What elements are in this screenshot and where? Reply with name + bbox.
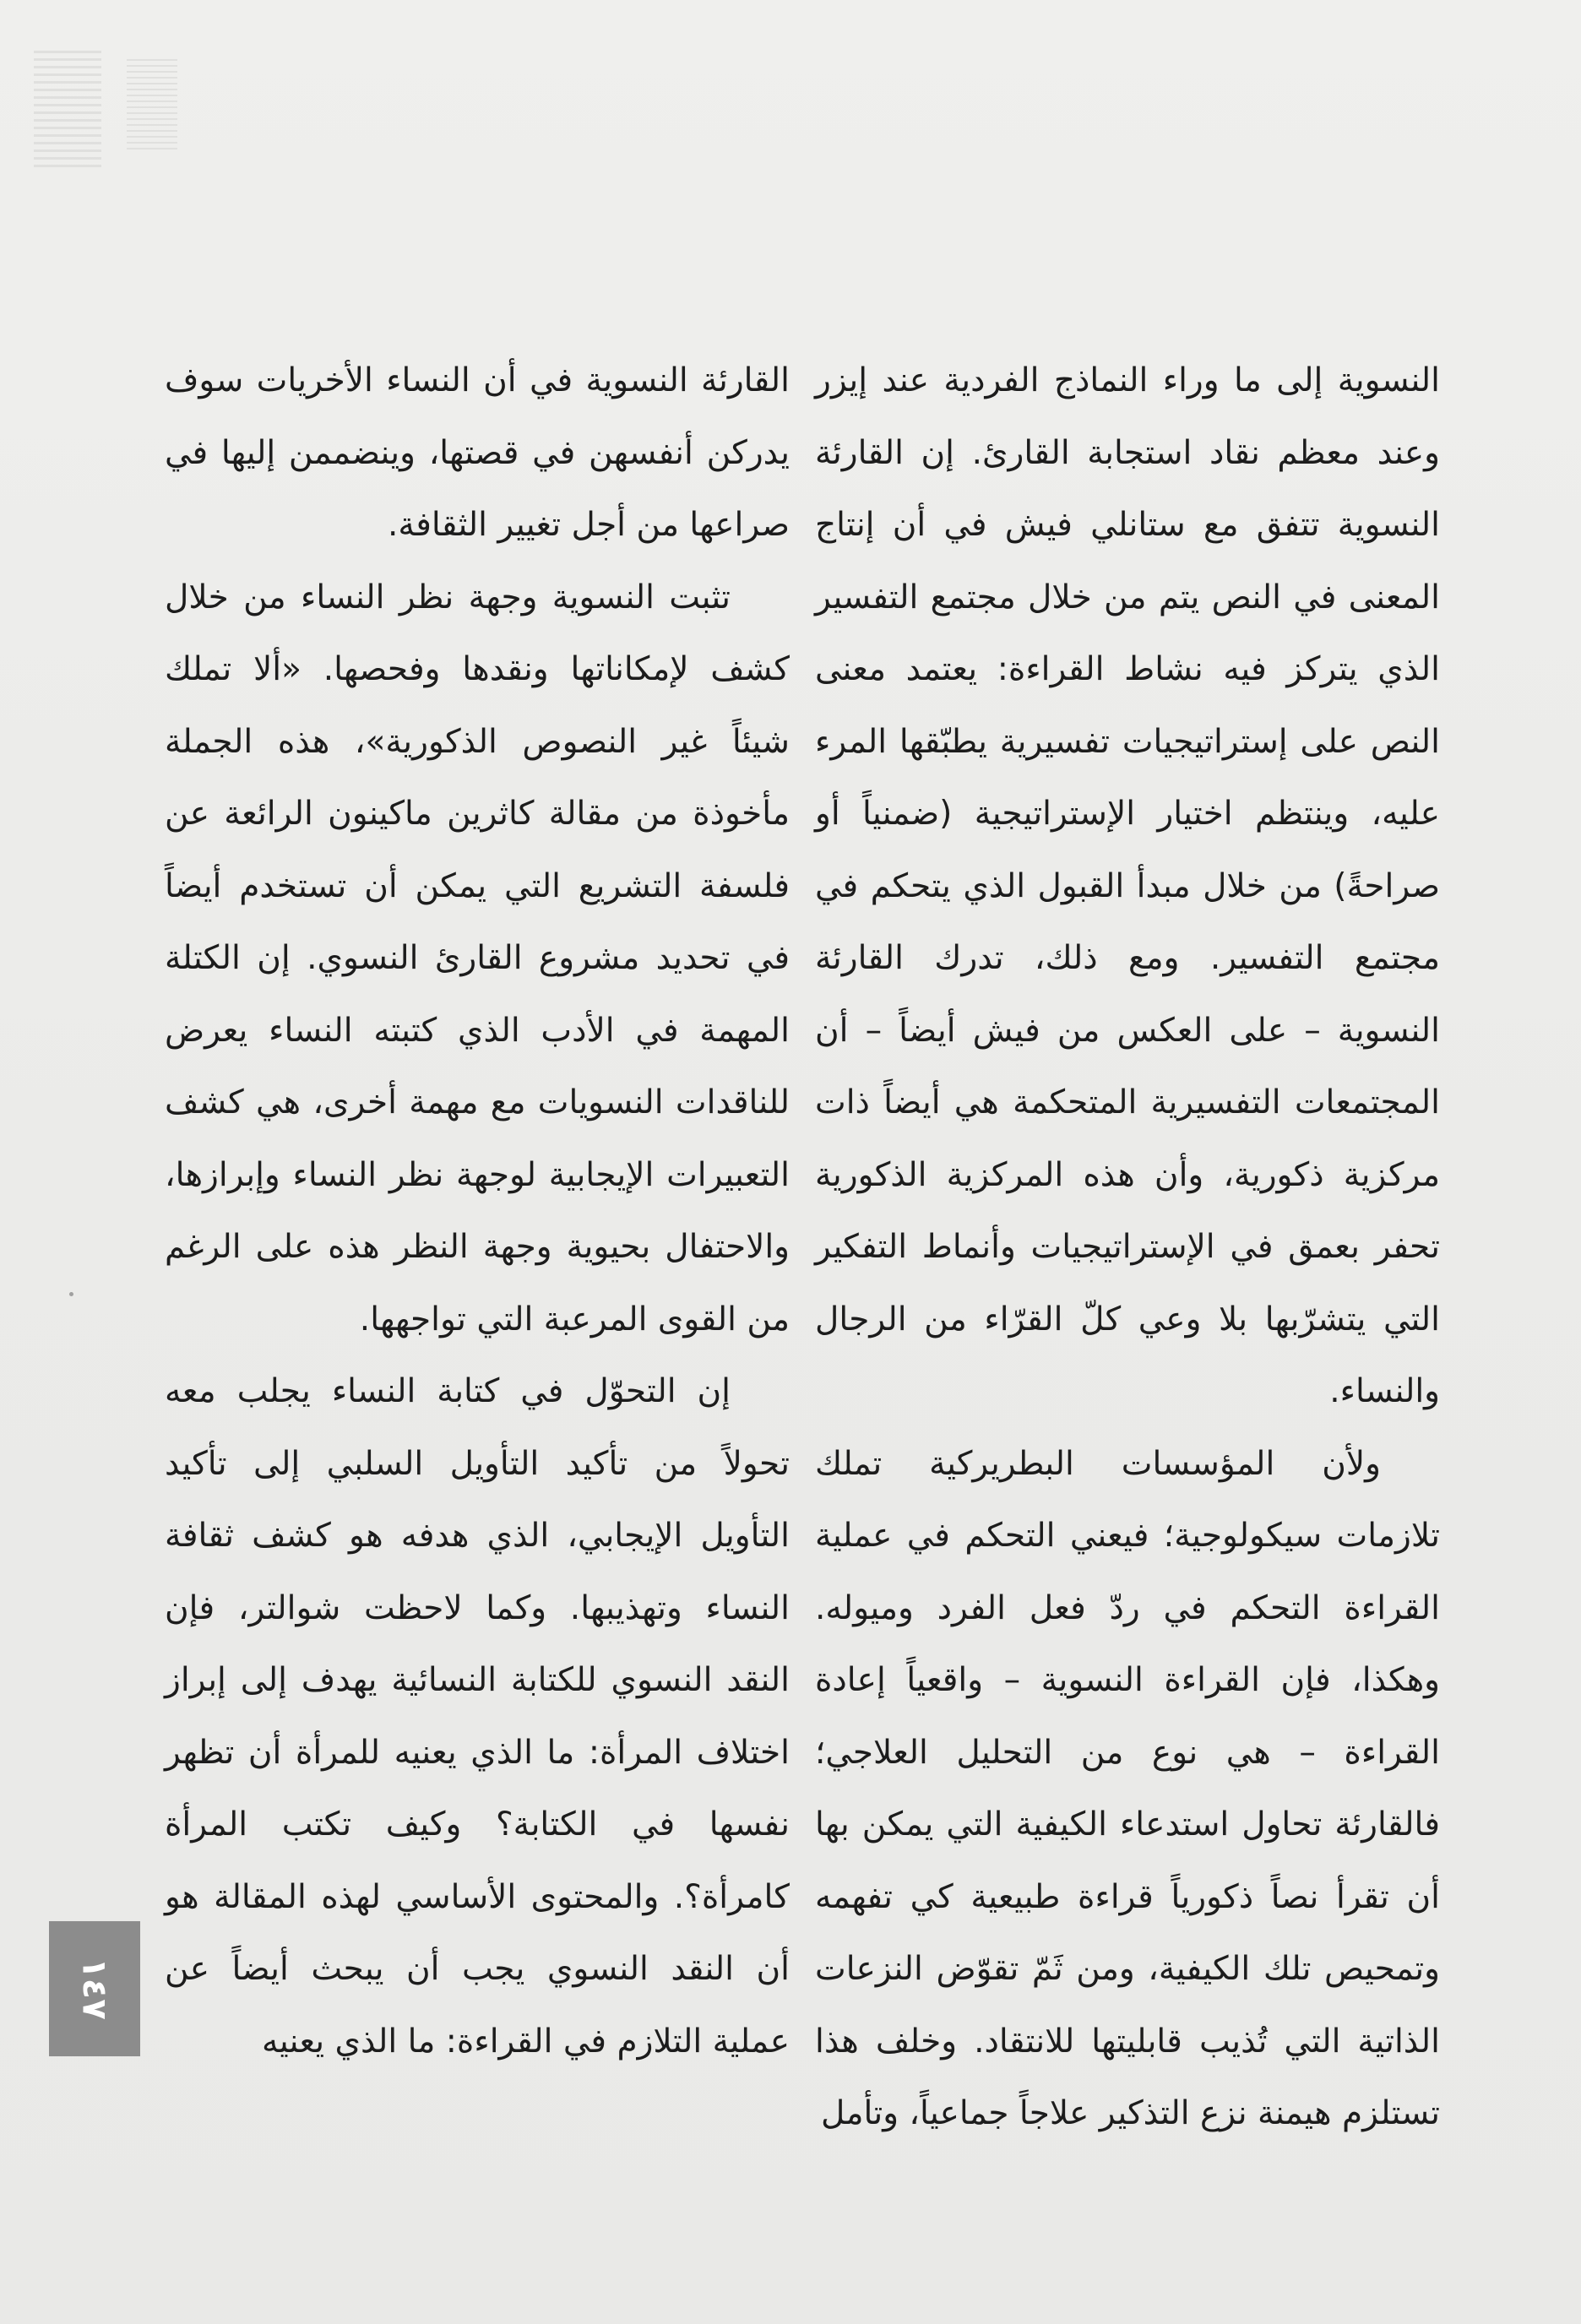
scan-artifact (127, 59, 177, 152)
left-text-column (165, 345, 790, 2077)
paragraph: ولأن المؤسسات البطريركية تملك تلازمات سيكولوجية؛ فيعني التحكم في عملية القراءة التحكم في ردّ فعل الفرد وميوله. وهكذا، فإن القراءة النسوية – واقعياً إعادة القراءة – هي نوع من التحليل العلاجي؛ فالقارئة تحاول استدعاء الكيفية التي يمكن بها أن تقرأ نصاً ذكورياً قراءة طبيعية كي تفهمه وتمحيص تلك الكيفية، ومن ثَمّ تقوّض النزعات الذاتية التي تُذيب قابليتها للانتقاد. وخلف هذا تستلزم هيمنة نزع التذكير علاجاً جماعياً، وتأمل (815, 1444, 1440, 2132)
page-number-tab (49, 1921, 140, 2056)
page-number: ١٤٧ (75, 1957, 114, 2020)
right-text-column (815, 345, 1440, 2150)
paragraph: تثبت النسوية وجهة نظر النساء من خلال كشف لإمكاناتها ونقدها وفحصها. «ألا تملك شيئاً غير النصوص الذكورية»، هذه الجملة مأخوذة من مقالة كاثرين ماكينون الرائعة عن فلسفة التشريع التي يمكن أن تستخدم أيضاً في تحديد مشروع القارئ النسوي. إن الكتلة المهمة في الأدب الذي كتبته النساء يعرض للناقدات النسويات مع مهمة أخرى، هي كشف التعبيرات الإيجابية لوجهة نظر النساء وإبرازها، والاحتفال بحيوية وجهة النظر هذه على الرغم من القوى المرعبة التي تواجهها. (165, 578, 790, 1338)
paragraph: القارئة النسوية في أن النساء الأخريات سوف يدركن أنفسهن في قصتها، وينضممن إليها في صراعها من أجل تغيير الثقافة. (165, 361, 790, 544)
paragraph: النسوية إلى ما وراء النماذج الفردية عند إيزر وعند معظم نقاد استجابة القارئ. إن القارئة النسوية تتفق مع ستانلي فيش في أن إنتاج المعنى في النص يتم من خلال مجتمع التفسير الذي يتركز فيه نشاط القراءة: يعتمد معنى النص على إستراتيجيات تفسيرية يطبّقها المرء عليه، وينتظم اختيار الإستراتيجية (ضمنياً أو صراحةً) من خلال مبدأ القبول الذي يتحكم في مجتمع التفسير. ومع ذلك، تدرك القارئة النسوية – على العكس من فيش أيضاً – أن المجتمعات التفسيرية المتحكمة هي أيضاً ذات مركزية ذكورية، وأن هذه المركزية الذكورية تحفر بعمق في الإستراتيجيات وأنماط التفكير التي يتشرّبها بلا وعي كلّ القرّاء من الرجال والنساء. (815, 361, 1440, 1410)
scan-artifact (34, 51, 101, 169)
paragraph: إن التحوّل في كتابة النساء يجلب معه تحولاً من تأكيد التأويل السلبي إلى تأكيد التأويل الإيجابي، الذي هدفه هو كشف ثقافة النساء وتهذيبها. وكما لاحظت شوالتر، فإن النقد النسوي للكتابة النسائية يهدف إلى إبراز اختلاف المرأة: ما الذي يعنيه للمرأة أن تظهر نفسها في الكتابة؟ وكيف تكتب المرأة كامرأة؟. والمحتوى الأساسي لهذه المقالة هو أن النقد النسوي يجب أن يبحث أيضاً عن عملية التلازم في القراءة: ما الذي يعنيه (165, 1372, 790, 2061)
scan-speck (69, 1292, 73, 1296)
